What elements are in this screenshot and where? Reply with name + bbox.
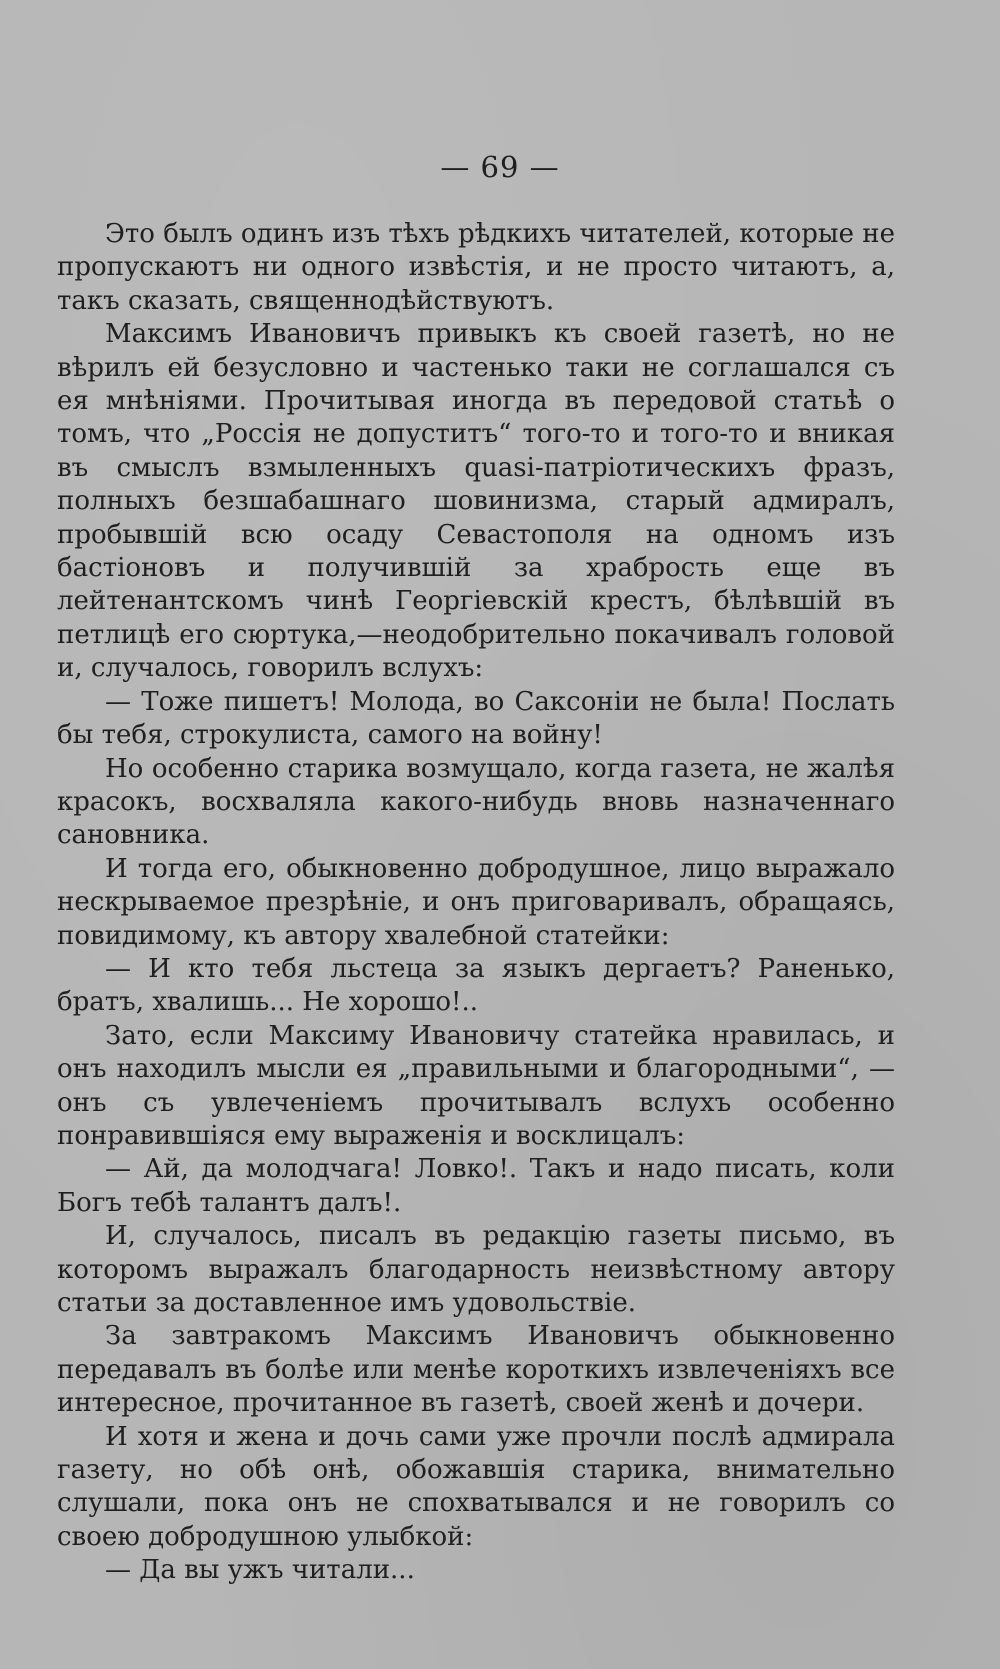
paragraph: И, случалось, писалъ въ редакцію газеты письмо, въ которомъ выражалъ благодарность неизвѣстному автору статьи за доставленное имъ удовольствіе. — [57, 1221, 895, 1318]
dialogue-line: — Тоже пишетъ! Молода, во Саксоніи не была! Послать бы тебя, строкулиста, самого на войну! — [57, 686, 895, 751]
body-text — [57, 218, 895, 1588]
page-number: — 69 — — [440, 150, 560, 184]
paragraph: Максимъ Ивановичъ привыкъ къ своей газетѣ, но не вѣрилъ ей безусловно и частенько таки не соглашался съ ея мнѣніями. Прочитывая иногда въ передовой статьѣ о томъ, что „Россія не допуститъ“ того-то и того-то и вникая въ смыслъ взмыленныхъ quasi-патріотическихъ фразъ, полныхъ безшабашнаго шовинизма, старый адмиралъ, пробывшій всю осаду Севастополя на одномъ изъ бастіоновъ и получившій за храбрость еще въ лейтенантскомъ чинѣ Георгіевскій крестъ, бѣлѣвшій въ петлицѣ его сюртука,—неодобрительно покачивалъ головой и, случалось, говорилъ вслухъ: — [57, 319, 895, 684]
dialogue-line: — И кто тебя льстеца за языкъ дергаетъ? Раненько, братъ, хвалишь... Не хорошо!.. — [57, 953, 895, 1018]
paragraph: Это былъ одинъ изъ тѣхъ рѣдкихъ читателей, которые не пропускаютъ ни одного извѣстія, и не просто читаютъ, а, такъ сказать, священнодѣйствуютъ. — [57, 219, 895, 316]
paragraph: И тогда его, обыкновенно добродушное, лицо выражало нескрываемое презрѣніе, и онъ приговаривалъ, обращаясь, повидимому, къ автору хвалебной статейки: — [57, 853, 895, 951]
paragraph: Но особенно старика возмущало, когда газета, не жалѣя красокъ, восхваляла какого-нибудь вновь назначеннаго сановника. — [57, 753, 895, 851]
dialogue-line: — Да вы ужъ читали... — [105, 1555, 415, 1586]
dialogue-line: — Ай, да молодчага! Ловко!. Такъ и надо писать, коли Богъ тебѣ талантъ далъ!. — [57, 1154, 895, 1218]
paragraph: И хотя и жена и дочь сами уже прочли послѣ адмирала газету, но обѣ онѣ, обожавшія старика, внимательно слушали, пока онъ не спохватывался и не говорилъ со своею добродушною улыбкой: — [57, 1421, 895, 1552]
paragraph: Зато, если Максиму Ивановичу статейка нравилась, и онъ находилъ мысли ея „правильными и благородными“, — онъ съ увлеченіемъ прочитывалъ вслухъ особенно понравившіяся ему выраженія и восклицалъ: — [57, 1020, 895, 1151]
paragraph: За завтракомъ Максимъ Ивановичъ обыкновенно передавалъ въ болѣе или менѣе короткихъ извлеченіяхъ все интересное, прочитанное въ газетѣ, своей женѣ и дочери. — [57, 1321, 895, 1419]
